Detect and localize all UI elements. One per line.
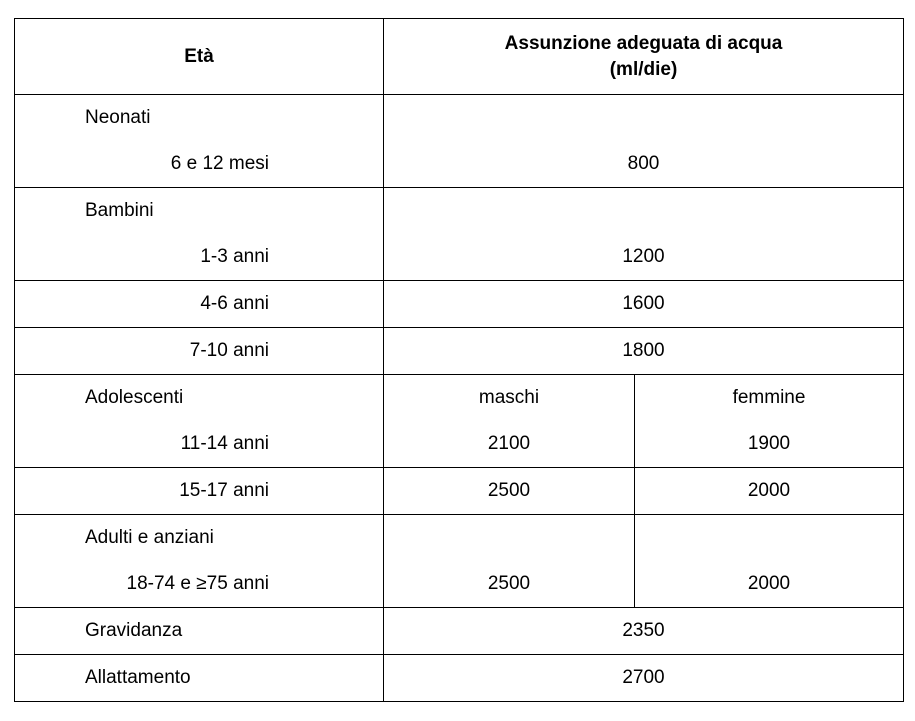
females-value-11-14: 1900 (747, 433, 791, 454)
group-label-adulti: Adulti e anziani (85, 527, 214, 548)
age-adulti: 18-74 e ≥75 anni (126, 573, 269, 594)
table-row (15, 468, 904, 515)
group-label-gravidanza: Gravidanza (85, 620, 183, 641)
value-cell (384, 655, 904, 702)
age-cell (15, 281, 384, 328)
females-label: femmine (732, 387, 806, 408)
water-intake-table (14, 18, 904, 702)
value-bambini-1-3: 1200 (622, 246, 665, 267)
value-bambini-7-10: 1800 (622, 340, 665, 361)
males-value-15-17: 2500 (487, 480, 531, 501)
females-value-15-17: 2000 (747, 480, 791, 501)
value-cell (384, 328, 904, 375)
males-cell (384, 375, 635, 468)
header-intake (384, 19, 904, 95)
table-row (15, 281, 904, 328)
age-bambini-1-3: 1-3 anni (200, 246, 269, 267)
value-cell (384, 281, 904, 328)
females-cell (635, 375, 904, 468)
value-cell (384, 608, 904, 655)
females-cell (635, 468, 904, 515)
header-age-label: Età (184, 45, 214, 67)
table-row (15, 95, 904, 188)
age-cell (15, 188, 384, 281)
group-label-allattamento: Allattamento (85, 667, 191, 688)
table-row (15, 375, 904, 468)
age-adolescenti-11-14: 11-14 anni (180, 433, 269, 454)
value-gravidanza: 2350 (622, 620, 665, 641)
age-cell (15, 468, 384, 515)
table-row (15, 608, 904, 655)
header-age (15, 19, 384, 95)
value-cell (384, 188, 904, 281)
age-cell (15, 328, 384, 375)
age-cell (15, 515, 384, 608)
age-adolescenti-15-17: 15-17 anni (179, 480, 269, 501)
males-value-11-14: 2100 (487, 433, 531, 454)
table-row (15, 515, 904, 608)
males-value-adulti: 2500 (487, 573, 531, 594)
group-label-bambini: Bambini (85, 200, 154, 221)
females-value-adulti: 2000 (747, 573, 791, 594)
value-cell (384, 95, 904, 188)
value-bambini-4-6: 1600 (622, 293, 665, 314)
age-bambini-4-6: 4-6 anni (200, 293, 269, 314)
header-intake-unit: (ml/die) (609, 58, 678, 80)
header-intake-label: Assunzione adeguata di acqua (504, 32, 783, 54)
age-cell (15, 95, 384, 188)
age-cell (15, 655, 384, 702)
age-cell (15, 375, 384, 468)
group-label-neonati: Neonati (85, 107, 151, 128)
value-allattamento: 2700 (622, 667, 665, 688)
group-label-adolescenti: Adolescenti (85, 387, 184, 408)
age-cell (15, 608, 384, 655)
value-neonati: 800 (627, 153, 660, 174)
table-row (15, 655, 904, 702)
table-header-row (15, 19, 904, 95)
males-cell (384, 468, 635, 515)
age-neonati: 6 e 12 mesi (170, 153, 269, 174)
table-row (15, 328, 904, 375)
males-cell (384, 515, 635, 608)
males-label: maschi (478, 387, 540, 408)
females-cell (635, 515, 904, 608)
table-row (15, 188, 904, 281)
age-bambini-7-10: 7-10 anni (189, 340, 269, 361)
